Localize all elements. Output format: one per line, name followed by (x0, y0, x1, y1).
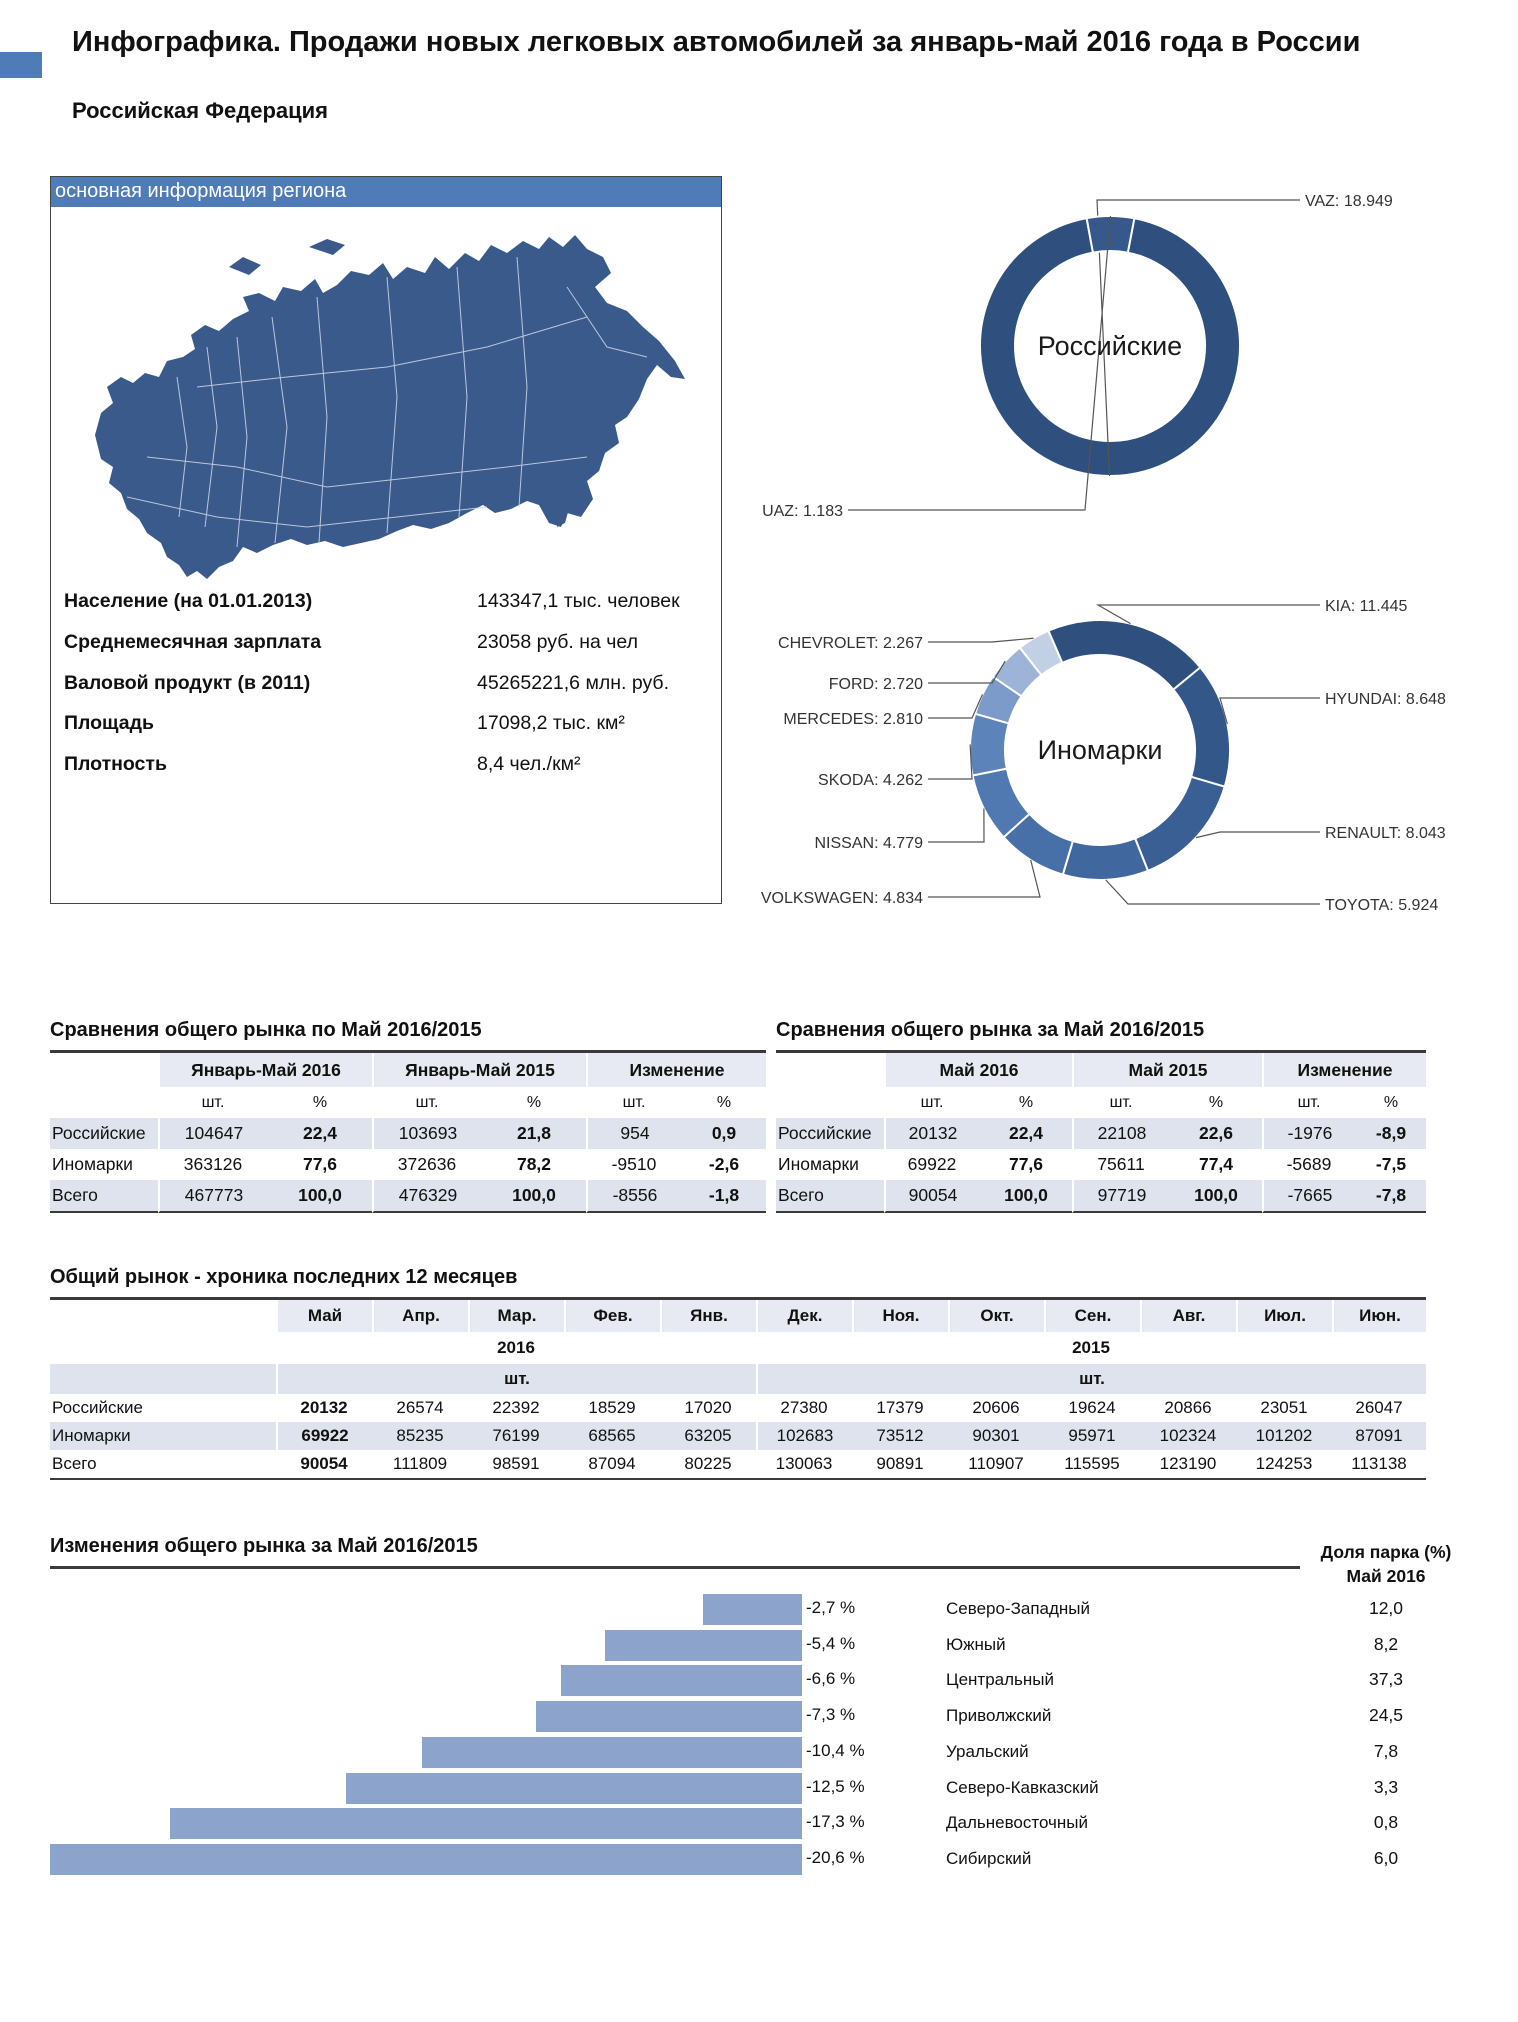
table-cell: -1,8 (682, 1180, 766, 1213)
fleet-share-value: 24,5 (1368, 1705, 1404, 1726)
region-bar (536, 1701, 802, 1732)
donut-leader-line (1196, 832, 1320, 838)
region-row-label: Среднемесячная зарплата (64, 631, 322, 653)
table1-unit: шт. (622, 1093, 646, 1111)
table-cell: 21,8 (482, 1118, 586, 1149)
table-cell: 115595 (1044, 1450, 1140, 1480)
table-cell: 26574 (396, 1398, 444, 1417)
row-label: Всего (776, 1180, 884, 1213)
fleet-share-value: 8,2 (1373, 1633, 1399, 1654)
bar-region-name: Южный (946, 1634, 1006, 1654)
table-cell: 100,0 (980, 1180, 1072, 1213)
bar-chart-top-rule (50, 1566, 1300, 1569)
table-cell: 100,0 (1170, 1180, 1262, 1213)
table-row (50, 1394, 1426, 1422)
history-year-2016: 2016 (497, 1338, 535, 1357)
bar-value-label: -2,7 % (806, 1598, 856, 1617)
table-cell: 476329 (372, 1180, 482, 1213)
table-cell: 22,4 (268, 1118, 372, 1149)
corner-accent-block (0, 52, 42, 78)
bar-row (0, 1737, 1518, 1768)
page-title: Инфографика. Продажи новых легковых автомобилей за январь-май 2016 года в России (72, 26, 1361, 58)
table2-may (776, 1053, 1426, 1213)
table2-unit: шт. (1297, 1093, 1321, 1111)
table-cell: 90891 (852, 1450, 948, 1480)
table-cell: 26047 (1355, 1398, 1403, 1417)
row-label: Иномарки (778, 1154, 859, 1174)
table1-jan-may (50, 1053, 766, 1213)
row-label: Всего (50, 1180, 158, 1213)
table1-unit: шт. (201, 1093, 225, 1111)
table-cell: 76199 (468, 1422, 564, 1450)
table-cell: 27380 (780, 1398, 828, 1417)
table-cell: 68565 (564, 1422, 660, 1450)
table-cell: 123190 (1140, 1450, 1236, 1480)
region-row-label: Население (на 01.01.2013) (64, 590, 313, 612)
table-cell: -8556 (586, 1180, 682, 1213)
donut-foreign-brands (761, 598, 1446, 914)
bar-region-name: Северо-Западный (946, 1599, 1091, 1618)
table-row (50, 1450, 1426, 1480)
table-cell: 85235 (372, 1422, 468, 1450)
table-cell: 90054 (884, 1180, 980, 1213)
bar-value-label: -5,4 % (806, 1633, 856, 1653)
fleet-share-value: 7,8 (1373, 1740, 1399, 1761)
table-cell: 100,0 (268, 1180, 372, 1213)
table-cell: 90301 (948, 1422, 1044, 1450)
region-row-value: 17098,2 тыс. км² (477, 712, 625, 734)
donut-leader-line (928, 638, 1034, 642)
region-bar (703, 1594, 802, 1625)
russia-map-shape (95, 235, 685, 579)
table-cell: 97719 (1072, 1180, 1170, 1213)
region-bar (605, 1630, 802, 1661)
row-label: Российские (50, 1118, 158, 1149)
table-cell: 102324 (1140, 1422, 1236, 1450)
table2-unit: шт. (920, 1093, 944, 1111)
region-row-label: Площадь (64, 712, 154, 734)
region-row-value: 23058 руб. на чел (477, 631, 639, 653)
table2-group-header: Изменение (1262, 1053, 1426, 1087)
region-info-heading: основная информация региона (51, 177, 721, 207)
table-cell: 78,2 (516, 1154, 552, 1174)
table-cell: 77,4 (1198, 1154, 1234, 1174)
table2-group-header: Май 2016 (884, 1053, 1072, 1087)
history-unit: шт. (276, 1364, 756, 1394)
region-bar (50, 1844, 802, 1875)
bar-row (0, 1665, 1518, 1696)
table-cell: 22392 (492, 1398, 540, 1417)
table2-group-header: Май 2015 (1072, 1053, 1262, 1087)
table-row (776, 1118, 1426, 1149)
table-cell: -9510 (611, 1154, 657, 1174)
table-cell: 98591 (468, 1450, 564, 1480)
table-cell: 101202 (1236, 1422, 1332, 1450)
bar-region-name: Северо-Кавказский (946, 1777, 1099, 1797)
table-cell: 0,9 (682, 1118, 766, 1149)
bar-value-label: -17,3 % (806, 1812, 865, 1832)
donut-label: UAZ: 1.183 (762, 503, 843, 520)
table-cell: -7,8 (1356, 1180, 1426, 1213)
history-month: Апр. (372, 1300, 468, 1332)
history-month: Сен. (1044, 1300, 1140, 1332)
donut-slice-renault (1135, 777, 1225, 871)
table1-corner (50, 1053, 158, 1087)
table-cell: 22108 (1072, 1118, 1170, 1149)
table-cell: 113138 (1332, 1450, 1426, 1480)
history-month: Фев. (564, 1300, 660, 1332)
table-cell: 17379 (876, 1398, 924, 1417)
history-month: Дек. (756, 1300, 852, 1332)
table1-unit: % (312, 1093, 328, 1111)
bar-chart-title: Изменения общего рынка за Май 2016/2015 (50, 1535, 478, 1557)
table-cell: 17020 (684, 1398, 732, 1417)
donut-slice-skoda (970, 714, 1009, 776)
table1-unit: % (526, 1093, 542, 1111)
region-bar (346, 1773, 802, 1804)
table-cell: 80225 (660, 1450, 756, 1480)
donut-center-title: Иномарки (1037, 735, 1163, 765)
fleet-share-subtitle: Май 2016 (1346, 1566, 1426, 1586)
table-cell: 19624 (1068, 1398, 1116, 1417)
bar-region-name: Приволжский (946, 1706, 1052, 1726)
table1-group-header: Январь-Май 2016 (158, 1053, 372, 1087)
history-month: Май (276, 1300, 372, 1332)
table2-unit: % (1208, 1093, 1224, 1111)
table2-title: Сравнения общего рынка за Май 2016/2015 (776, 1019, 1205, 1041)
row-label: Российские (776, 1118, 884, 1149)
fleet-share-value: 6,0 (1373, 1847, 1399, 1868)
table-cell: 22,6 (1170, 1118, 1262, 1149)
table-row (50, 1180, 766, 1213)
region-bar (561, 1665, 802, 1696)
fleet-share-title: Доля парка (%) (1320, 1542, 1452, 1562)
table-row (50, 1149, 766, 1180)
donut-leader-line (928, 860, 1040, 897)
region-bar (170, 1808, 802, 1839)
table-cell: 102683 (756, 1422, 852, 1450)
table-cell: 954 (586, 1118, 682, 1149)
table1-unit: шт. (415, 1093, 439, 1111)
history-month: Янв. (660, 1300, 756, 1332)
table1-unit: % (716, 1093, 732, 1111)
region-info-box (50, 176, 722, 904)
history-month-header (50, 1300, 1426, 1332)
bar-region-name: Центральный (946, 1670, 1054, 1690)
table-cell: 75611 (1097, 1154, 1145, 1174)
donut-label: NISSAN: 4.779 (814, 835, 923, 852)
table-cell: 103693 (372, 1118, 482, 1149)
table-cell: -7,5 (1375, 1154, 1407, 1174)
table-cell: 20132 (884, 1118, 980, 1149)
history-table (50, 1300, 1426, 1480)
donut-label: VOLKSWAGEN: 4.834 (760, 890, 923, 907)
donut-label: RENAULT: 8.043 (1325, 825, 1446, 842)
history-title: Общий рынок - хроника последних 12 месяцев (50, 1266, 518, 1288)
history-month: Июн. (1332, 1300, 1426, 1332)
table-cell: 111809 (372, 1450, 468, 1480)
bar-value-label: -20,6 % (806, 1847, 865, 1867)
region-row-label: Валовой продукт (в 2011) (64, 672, 311, 694)
bar-value-label: -6,6 % (806, 1669, 856, 1689)
donut-label: TOYOTA: 5.924 (1325, 897, 1439, 914)
donut-slice-toyota (1063, 838, 1148, 880)
table-cell: 69922 (276, 1422, 372, 1450)
table-cell: 87094 (564, 1450, 660, 1480)
table-cell: 77,6 (302, 1154, 338, 1174)
donut-leader-line (1106, 880, 1320, 904)
donut-leader-line (928, 661, 1005, 683)
history-month: Ноя. (852, 1300, 948, 1332)
history-unit: шт. (756, 1364, 1426, 1394)
table-cell: -8,9 (1356, 1118, 1426, 1149)
fleet-share-header (1300, 1540, 1472, 1588)
russia-map-image (87, 227, 687, 587)
table-cell: 87091 (1332, 1422, 1426, 1450)
bar-row (0, 1630, 1518, 1661)
donut-leader-line (928, 808, 984, 842)
region-row-label: Плотность (64, 753, 167, 775)
table-row (50, 1118, 766, 1149)
table-cell: 104647 (158, 1118, 268, 1149)
regional-bar-chart (0, 1594, 1518, 1874)
table1-group-header: Изменение (586, 1053, 766, 1087)
donut-label: MERCEDES: 2.810 (783, 711, 923, 728)
fleet-share-value: 3,3 (1373, 1776, 1399, 1797)
table-cell: 467773 (158, 1180, 268, 1213)
table-cell: 95971 (1044, 1422, 1140, 1450)
bar-region-name: Сибирский (946, 1848, 1032, 1868)
table-cell: 110907 (948, 1450, 1044, 1480)
fleet-share-value: 0,8 (1373, 1812, 1399, 1833)
table-cell: 20132 (300, 1398, 348, 1417)
donut-label: KIA: 11.445 (1325, 598, 1408, 615)
table2-unit: % (1018, 1093, 1034, 1111)
table-cell: 124253 (1236, 1450, 1332, 1480)
table-cell: 130063 (756, 1450, 852, 1480)
table-row (776, 1149, 1426, 1180)
row-label: Всего (50, 1450, 276, 1480)
history-month: Мар. (468, 1300, 564, 1332)
table2-corner (776, 1053, 884, 1087)
table-cell: 73512 (852, 1422, 948, 1450)
bar-row (0, 1701, 1518, 1732)
table1-group-header: Январь-Май 2015 (372, 1053, 586, 1087)
table-cell: 90054 (276, 1450, 372, 1480)
row-label: Российские (52, 1398, 143, 1417)
bar-row (0, 1594, 1518, 1625)
table-cell: -1976 (1262, 1118, 1356, 1149)
table-cell: 372636 (397, 1154, 457, 1174)
table-cell: 20866 (1164, 1398, 1212, 1417)
donut-leader-line (1220, 698, 1320, 724)
brand-donut-charts (740, 180, 1460, 920)
table-cell: 22,4 (980, 1118, 1072, 1149)
table-cell: 18529 (588, 1398, 636, 1417)
donut-russian-brands (762, 193, 1393, 520)
history-month: Июл. (1236, 1300, 1332, 1332)
bar-value-label: -12,5 % (806, 1776, 865, 1796)
bar-row (0, 1773, 1518, 1804)
history-month: Окт. (948, 1300, 1044, 1332)
fleet-share-value: 37,3 (1368, 1669, 1404, 1690)
table-row (50, 1422, 1426, 1450)
table-cell: 20606 (972, 1398, 1020, 1417)
table-cell: -2,6 (708, 1154, 740, 1174)
row-label: Иномарки (50, 1422, 276, 1450)
donut-center-title: Российские (1037, 331, 1183, 361)
bar-row (0, 1808, 1518, 1839)
table-cell: 23051 (1260, 1398, 1308, 1417)
region-row-value: 45265221,6 млн. руб. (477, 672, 670, 694)
donut-slice-hyundai (1173, 667, 1230, 786)
donut-leader-line (928, 744, 972, 779)
table-cell: 100,0 (482, 1180, 586, 1213)
region-bar (422, 1737, 802, 1768)
donut-leader-line (1098, 605, 1320, 624)
table-row (776, 1180, 1426, 1213)
history-month: Авг. (1140, 1300, 1236, 1332)
table-cell: 363126 (183, 1154, 243, 1174)
history-year-2015: 2015 (1072, 1338, 1110, 1357)
bar-region-name: Дальневосточный (946, 1813, 1089, 1833)
donut-label: VAZ: 18.949 (1305, 193, 1393, 210)
table1-title: Сравнения общего рынка по Май 2016/2015 (50, 1019, 482, 1041)
bar-region-name: Уральский (946, 1741, 1029, 1761)
table-cell: 69922 (907, 1154, 957, 1174)
table-cell: 63205 (660, 1422, 756, 1450)
region-row-value: 8,4 чел./км² (477, 753, 581, 775)
donut-label: CHEVROLET: 2.267 (778, 635, 923, 652)
donut-label: HYUNDAI: 8.648 (1325, 691, 1446, 708)
table-cell: 77,6 (1008, 1154, 1044, 1174)
table2-unit: % (1383, 1093, 1399, 1111)
donut-label: FORD: 2.720 (828, 676, 923, 693)
bar-value-label: -7,3 % (806, 1705, 856, 1725)
donut-label: SKODA: 4.262 (818, 772, 923, 789)
table2-unit: шт. (1109, 1093, 1133, 1111)
fleet-share-value: 12,0 (1368, 1598, 1404, 1618)
table-cell: -5689 (1286, 1154, 1332, 1174)
bar-row (0, 1844, 1518, 1875)
donut-slice-kia (1048, 620, 1200, 690)
row-label: Иномарки (52, 1154, 133, 1174)
table-cell: -7665 (1262, 1180, 1356, 1213)
page-subtitle: Российская Федерация (72, 98, 328, 123)
bar-value-label: -10,4 % (806, 1740, 865, 1760)
region-row-value: 143347,1 тыс. человек (477, 590, 680, 612)
